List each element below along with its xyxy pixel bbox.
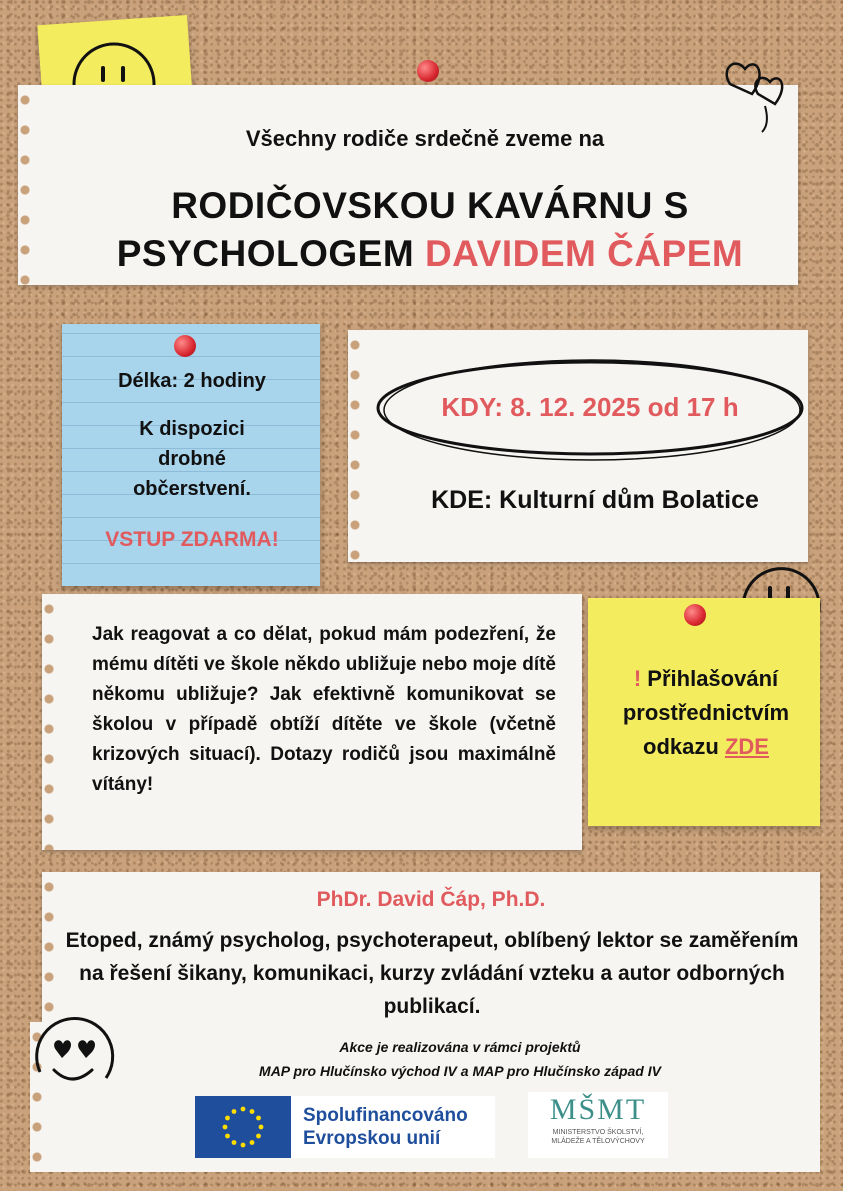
project-line1: Akce je realizována v rámci projektů: [339, 1039, 581, 1055]
pushpin-icon: [684, 604, 706, 626]
msmt-abbr: MŠMT: [549, 1093, 647, 1126]
eu-logo: [195, 1096, 495, 1158]
event-title: [60, 182, 800, 278]
event-where: KDE: Kulturní dům Bolatice: [431, 486, 759, 514]
registration-line1: ! Přihlašování: [633, 666, 779, 691]
registration-text: [592, 662, 820, 764]
event-title-prefix: PSYCHOLOGEM: [116, 233, 425, 274]
msmt-logo: MŠMT MINISTERSTVO ŠKOLSTVÍ, MLÁDEŽE A TĚLOVÝCHOVY: [528, 1092, 668, 1158]
eu-flag-icon: [195, 1096, 291, 1158]
description-text: Jak reagovat a co dělat, pokud mám podezření, že mému dítěti ve škole někdo ubližuje nebo moje dítě někomu ubližuje? Jak efektivně komunikovat se školou v případě obtíží dítěte ve škole (včetně krizových situací). Dotazy rodičů jsou maximálně vítány!: [92, 624, 556, 795]
speaker-bio: Etoped, známý psycholog, psychoterapeut, oblíbený lektor se zaměřením na řešení šikany, komunikaci, kurzy zvládání vzteku a autor odborných publikací.: [65, 929, 799, 1018]
speaker-name: PhDr. David Čáp, Ph.D.: [316, 888, 546, 911]
project-info: [110, 1035, 810, 1083]
pushpin-icon: [174, 335, 196, 357]
event-when: KDY: 8. 12. 2025 od 17 h: [441, 392, 739, 422]
registration-line3: odkazu ZDE: [643, 734, 769, 759]
hearts-doodle-icon: [720, 44, 790, 134]
speaker-name-title: DAVIDEM ČÁPEM: [424, 233, 744, 274]
pushpin-icon: [417, 60, 439, 82]
registration-line2: prostřednictvím: [622, 700, 790, 725]
free-entry-text: VSTUP ZDARMA!: [105, 528, 279, 551]
exclamation-mark: !: [633, 666, 642, 691]
heart-eyes-smiley-icon: [28, 1012, 118, 1104]
event-title-line2: [60, 230, 800, 278]
duration-text: Délka: 2 hodiny: [118, 370, 266, 392]
eu-text: Spolufinancováno Evropskou unií: [303, 1105, 468, 1149]
registration-link[interactable]: ZDE: [724, 734, 769, 759]
event-title-line1: RODIČOVSKOU KAVÁRNU S: [171, 185, 689, 226]
invite-text: Všechny rodiče srdečně zveme na: [245, 126, 605, 151]
refreshments-text: K dispozici drobné občerstvení.: [133, 418, 251, 500]
project-line2: MAP pro Hlučínsko východ IV a MAP pro Hlučínsko západ IV: [259, 1063, 661, 1079]
